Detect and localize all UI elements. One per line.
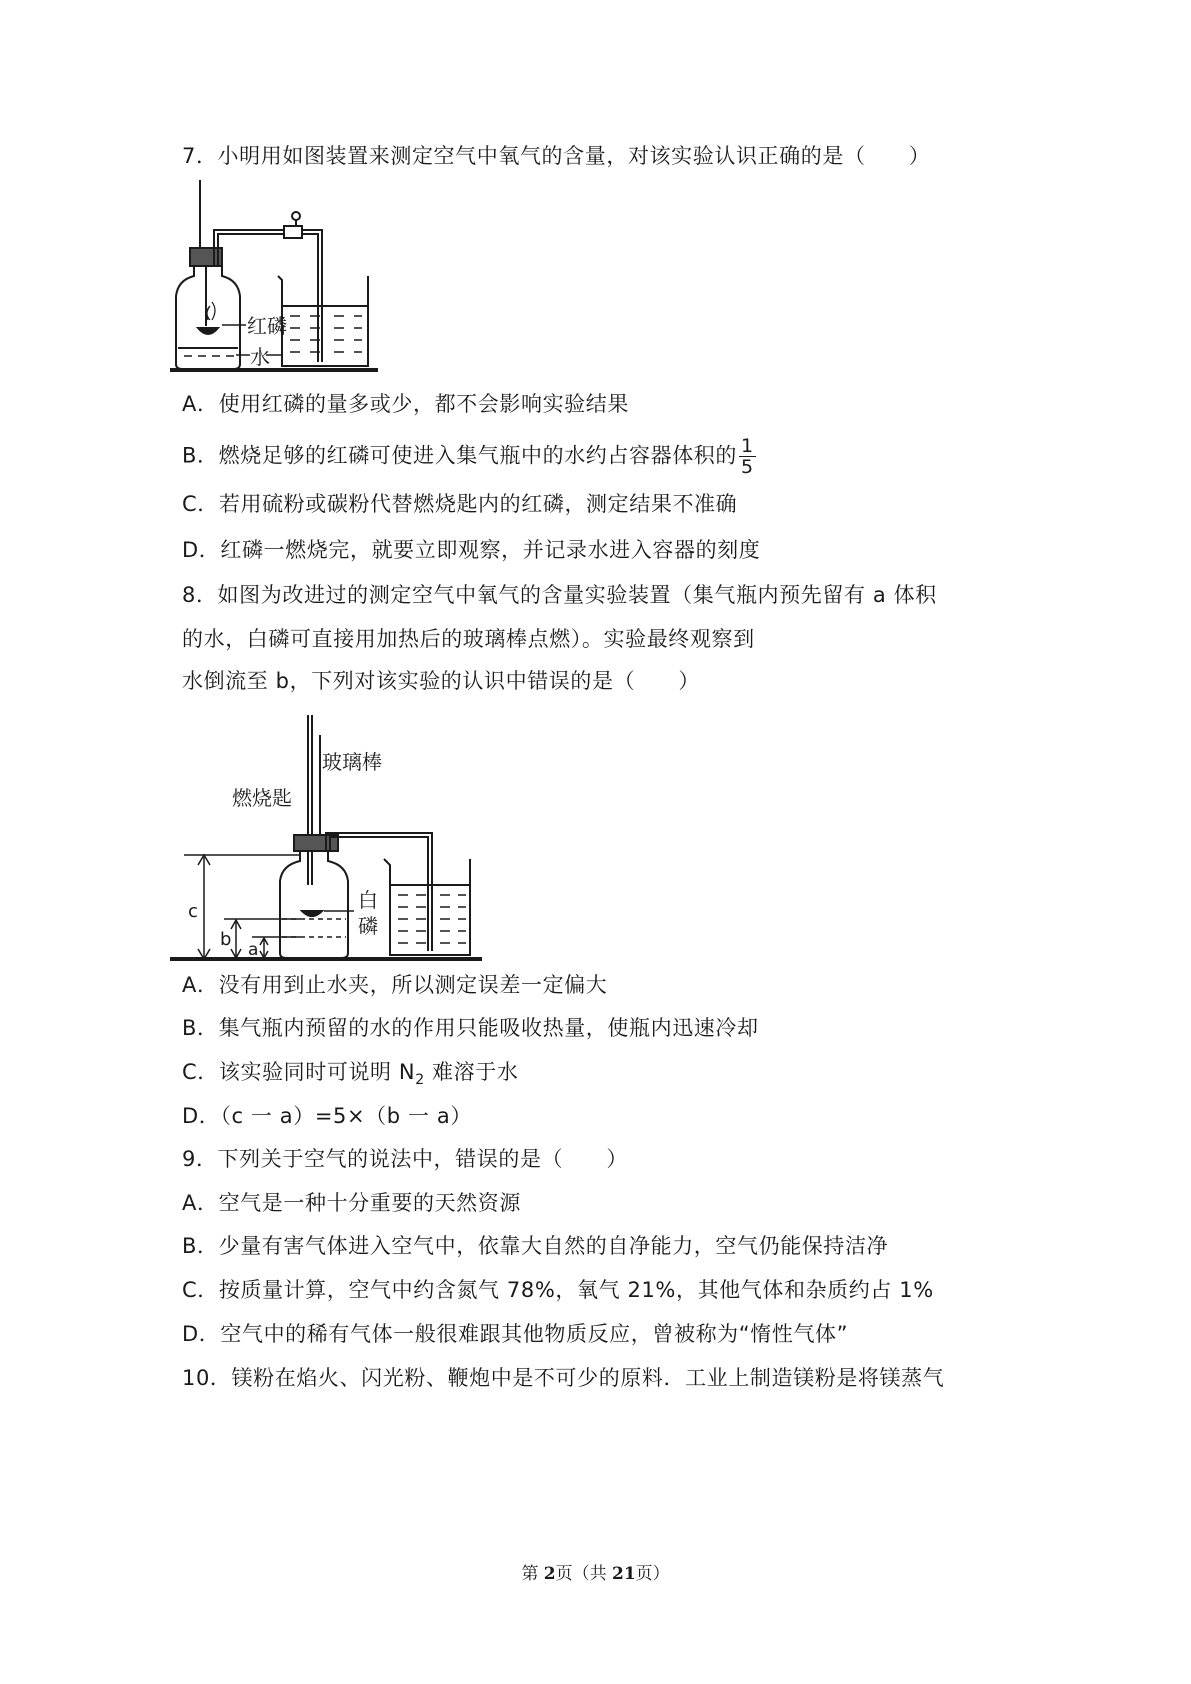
- q9-option-a: A．空气是一种十分重要的天然资源: [182, 1191, 521, 1215]
- q7-option-b-text: B．燃烧足够的红磷可使进入集气瓶中的水约占容器体积的: [182, 443, 738, 468]
- label-glass-rod: 玻璃棒: [322, 750, 382, 774]
- footer-middle: 页（共: [555, 1564, 612, 1584]
- label-b: b: [220, 929, 232, 950]
- q8-option-c-subscript: 2: [415, 1072, 425, 1089]
- q8-apparatus-figure: [170, 715, 500, 965]
- label-red-phosphorus: 红磷: [247, 314, 287, 338]
- q10-stem: 10．镁粉在焰火、闪光粉、鞭炮中是不可少的原料．工业上制造镁粉是将镁蒸气: [182, 1366, 945, 1390]
- fraction-one-fifth: [739, 436, 756, 477]
- q8-option-c-pre: C．该实验同时可说明 N: [182, 1060, 416, 1084]
- q7-apparatus-figure: [170, 180, 410, 376]
- label-water: 水: [250, 345, 270, 369]
- label-c: c: [188, 901, 198, 922]
- label-white-phosphorus-1: 白: [358, 888, 378, 912]
- q7-stem: 7．小明用如图装置来测定空气中氧气的含量，对该实验认识正确的是（ ）: [182, 144, 931, 168]
- fraction-numerator: 1: [741, 435, 754, 457]
- q8-stem-line1: 8．如图为改进过的测定空气中氧气的含量实验装置（集气瓶内预先留有 a 体积: [182, 583, 937, 607]
- q7-option-d: D．红磷一燃烧完，就要立即观察，并记录水进入容器的刻度: [182, 538, 761, 562]
- footer-page-number: 2: [543, 1564, 556, 1584]
- footer-suffix: 页）: [635, 1564, 670, 1584]
- q9-option-c: C．按质量计算，空气中约含氮气 78%，氧气 21%，其他气体和杂质约占 1%: [182, 1278, 934, 1302]
- q8-stem-line2: 的水，白磷可直接用加热后的玻璃棒点燃）。实验最终观察到: [182, 627, 755, 651]
- q7-option-a: A．使用红磷的量多或少，都不会影响实验结果: [182, 392, 629, 416]
- q7-option-c: C．若用硫粉或碳粉代替燃烧匙内的红磷，测定结果不准确: [182, 492, 738, 516]
- label-a: a: [248, 940, 259, 960]
- q9-option-b: B．少量有害气体进入空气中，依靠大自然的自净能力，空气仍能保持洁净: [182, 1234, 889, 1258]
- q8-option-c-post: 难溶于水: [424, 1060, 519, 1084]
- footer-prefix: 第: [521, 1564, 544, 1584]
- page-footer: [0, 1562, 1191, 1586]
- q9-option-d: D．空气中的稀有气体一般很难跟其他物质反应，曾被称为“惰性气体”: [182, 1322, 849, 1346]
- q8-option-d: D．（c 一 a）=5×（b 一 a）: [182, 1104, 472, 1128]
- label-white-phosphorus-2: 磷: [358, 914, 378, 938]
- q9-stem: 9．下列关于空气的说法中，错误的是（ ）: [182, 1147, 628, 1171]
- q8-option-c: [182, 1057, 518, 1095]
- q7-option-b: [182, 436, 756, 477]
- q8-option-b: B．集气瓶内预留的水的作用只能吸收热量，使瓶内迅速冷却: [182, 1016, 759, 1040]
- footer-total-pages: 21: [611, 1564, 636, 1584]
- q8-option-a: A．没有用到止水夹，所以测定误差一定偏大: [182, 973, 608, 997]
- fraction-denominator: 5: [741, 456, 754, 478]
- q8-stem-line3: 水倒流至 b，下列对该实验的认识中错误的是（ ）: [182, 669, 701, 693]
- label-burning-spoon: 燃烧匙: [232, 786, 292, 810]
